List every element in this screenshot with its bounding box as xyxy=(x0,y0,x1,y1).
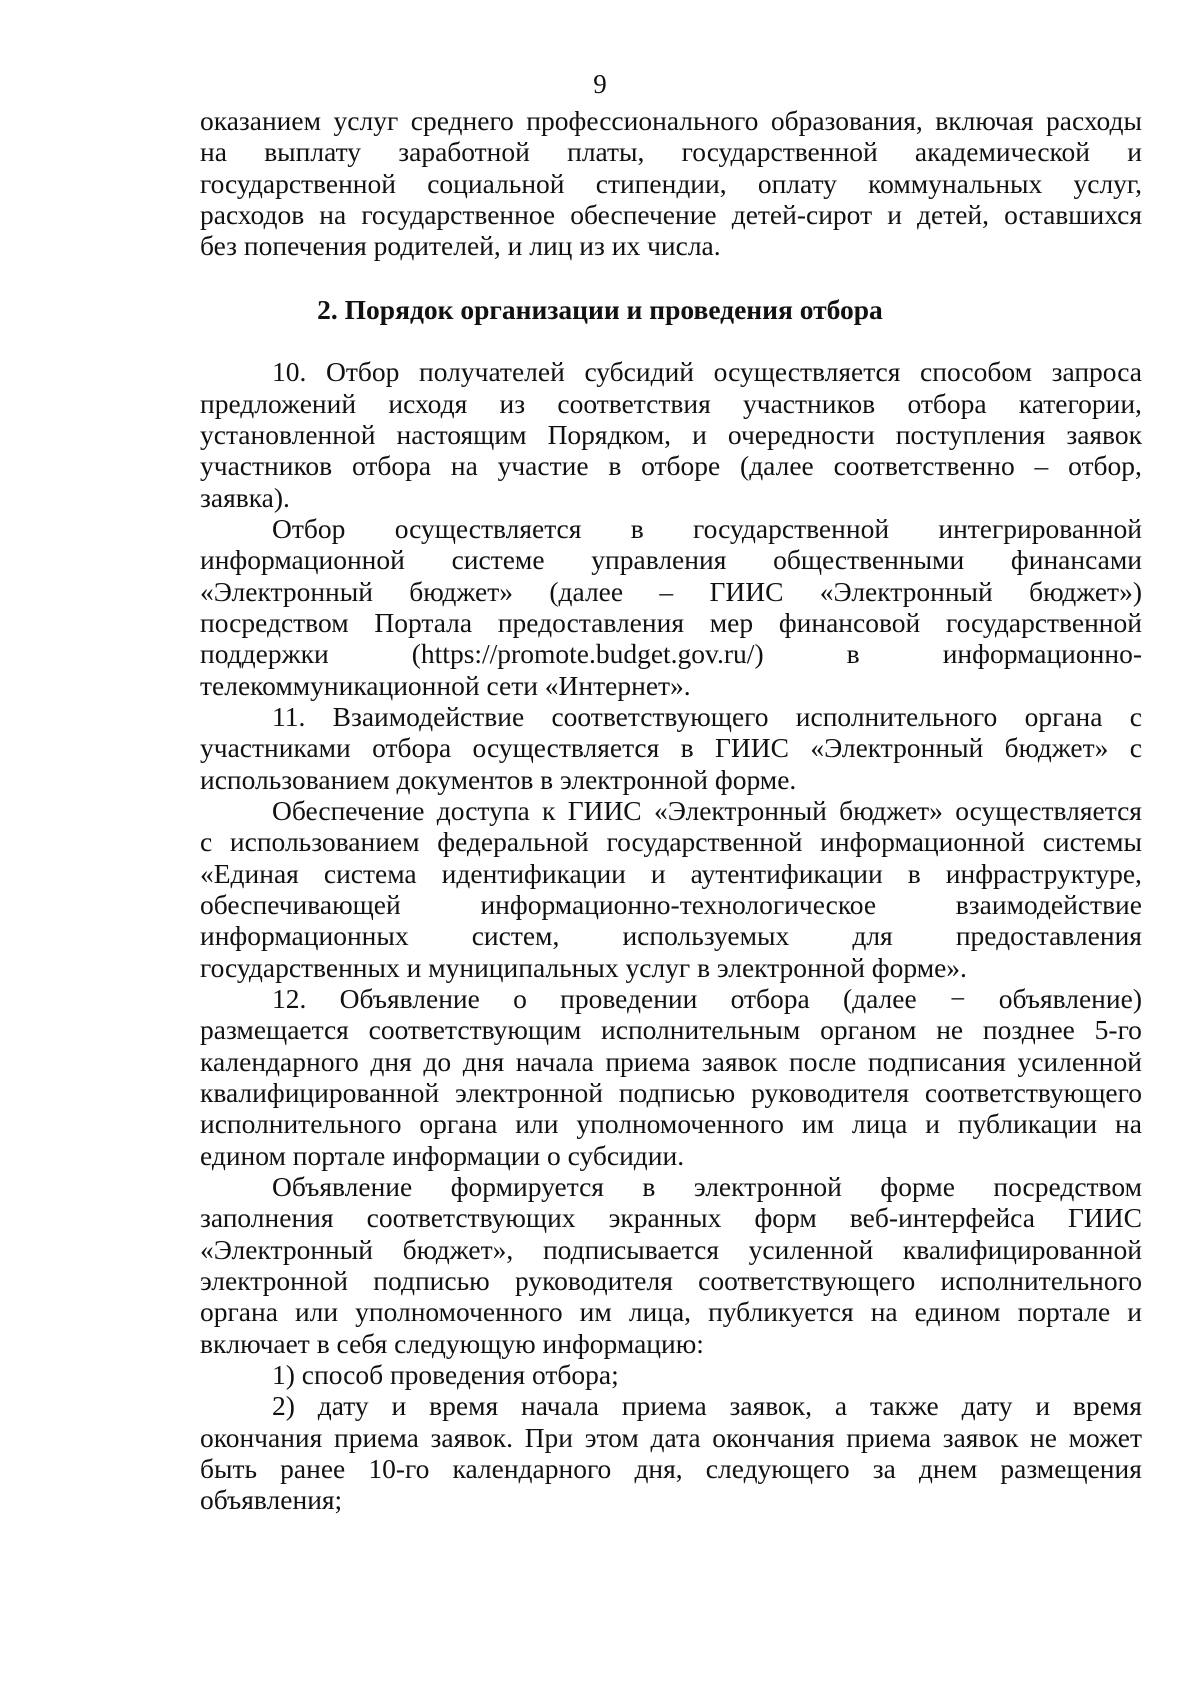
text-line: 12. Объявление о проведении отбора (далее − объявление) xyxy=(272,983,1142,1014)
text-line: Отбор осуществляется в государственной интегрированной xyxy=(272,513,1142,544)
text-line: быть ранее 10-го календарного дня, следующего за днем размещения xyxy=(200,1453,1142,1484)
text-line: заявка). xyxy=(200,482,290,513)
text-line: Обеспечение доступа к ГИИС «Электронный бюджет» осуществляется xyxy=(272,795,1142,826)
text-line: установленной настоящим Порядком, и очередности поступления заявок xyxy=(200,419,1142,450)
text-line: обеспечивающей информационно-технологическое взаимодействие xyxy=(200,889,1142,920)
text-line: «Электронный бюджет» (далее – ГИИС «Электронный бюджет») xyxy=(200,576,1142,607)
text-line: использованием документов в электронной форме. xyxy=(200,764,797,795)
text-line: расходов на государственное обеспечение детей-сирот и детей, оставшихся xyxy=(200,199,1142,230)
text-line: заполнения соответствующих экранных форм веб-интерфейса ГИИС xyxy=(200,1202,1142,1233)
text-line: государственной социальной стипендии, оплату коммунальных услуг, xyxy=(200,168,1142,199)
text-line: 1) способ проведения отбора; xyxy=(272,1359,619,1390)
text-line: «Единая система идентификации и аутентификации в инфраструктуре, xyxy=(200,858,1142,889)
text-line: информационной системе управления общественными финансами xyxy=(200,544,1142,575)
page-number: 9 xyxy=(593,69,607,99)
text-line: электронной подписью руководителя соответствующего исполнительного xyxy=(200,1265,1142,1296)
text-line: квалифицированной электронной подписью руководителя соответствующего xyxy=(200,1077,1142,1108)
text-line: 10. Отбор получателей субсидий осуществляется способом запроса xyxy=(272,356,1142,387)
text-line: календарного дня до дня начала приема заявок после подписания усиленной xyxy=(200,1046,1142,1077)
text-line: поддержки (https://promote.budget.gov.ru/) в информационно- xyxy=(200,638,1142,669)
text-line: включает в себя следующую информацию: xyxy=(200,1328,704,1359)
text-line: органа или уполномоченного им лица, публикуется на едином портале и xyxy=(200,1296,1142,1327)
text-line: участниками отбора осуществляется в ГИИС «Электронный бюджет» с xyxy=(200,732,1142,763)
text-line: исполнительного органа или уполномоченного им лица и публикации на xyxy=(200,1108,1142,1139)
text-line: информационных систем, используемых для предоставления xyxy=(200,920,1142,951)
text-line: Объявление формируется в электронной форме посредством xyxy=(272,1171,1142,1202)
text-line: предложений исходя из соответствия участников отбора категории, xyxy=(200,388,1142,419)
text-line: едином портале информации о субсидии. xyxy=(200,1140,685,1171)
text-line: посредством Портала предоставления мер финансовой государственной xyxy=(200,607,1142,638)
text-line: «Электронный бюджет», подписывается усиленной квалифицированной xyxy=(200,1234,1142,1265)
text-line: 2) дату и время начала приема заявок, а также дату и время xyxy=(272,1390,1142,1421)
text-line: с использованием федеральной государственной информационной системы xyxy=(200,826,1142,857)
section-heading: 2. Порядок организации и проведения отбора xyxy=(317,294,883,325)
text-line: без попечения родителей, и лиц из их числа. xyxy=(200,230,721,261)
text-line: окончания приема заявок. При этом дата окончания приема заявок не может xyxy=(200,1422,1142,1453)
text-line: на выплату заработной платы, государственной академической и xyxy=(200,136,1142,167)
text-line: размещается соответствующим исполнительным органом не позднее 5-го xyxy=(200,1014,1142,1045)
text-line: участников отбора на участие в отборе (далее соответственно – отбор, xyxy=(200,450,1142,481)
text-line: оказанием услуг среднего профессионального образования, включая расходы xyxy=(200,105,1142,136)
text-line: государственных и муниципальных услуг в электронной форме». xyxy=(200,952,967,983)
text-line: объявления; xyxy=(200,1484,343,1515)
text-line: 11. Взаимодействие соответствующего исполнительного органа с xyxy=(272,701,1142,732)
text-line: телекоммуникационной сети «Интернет». xyxy=(200,670,691,701)
